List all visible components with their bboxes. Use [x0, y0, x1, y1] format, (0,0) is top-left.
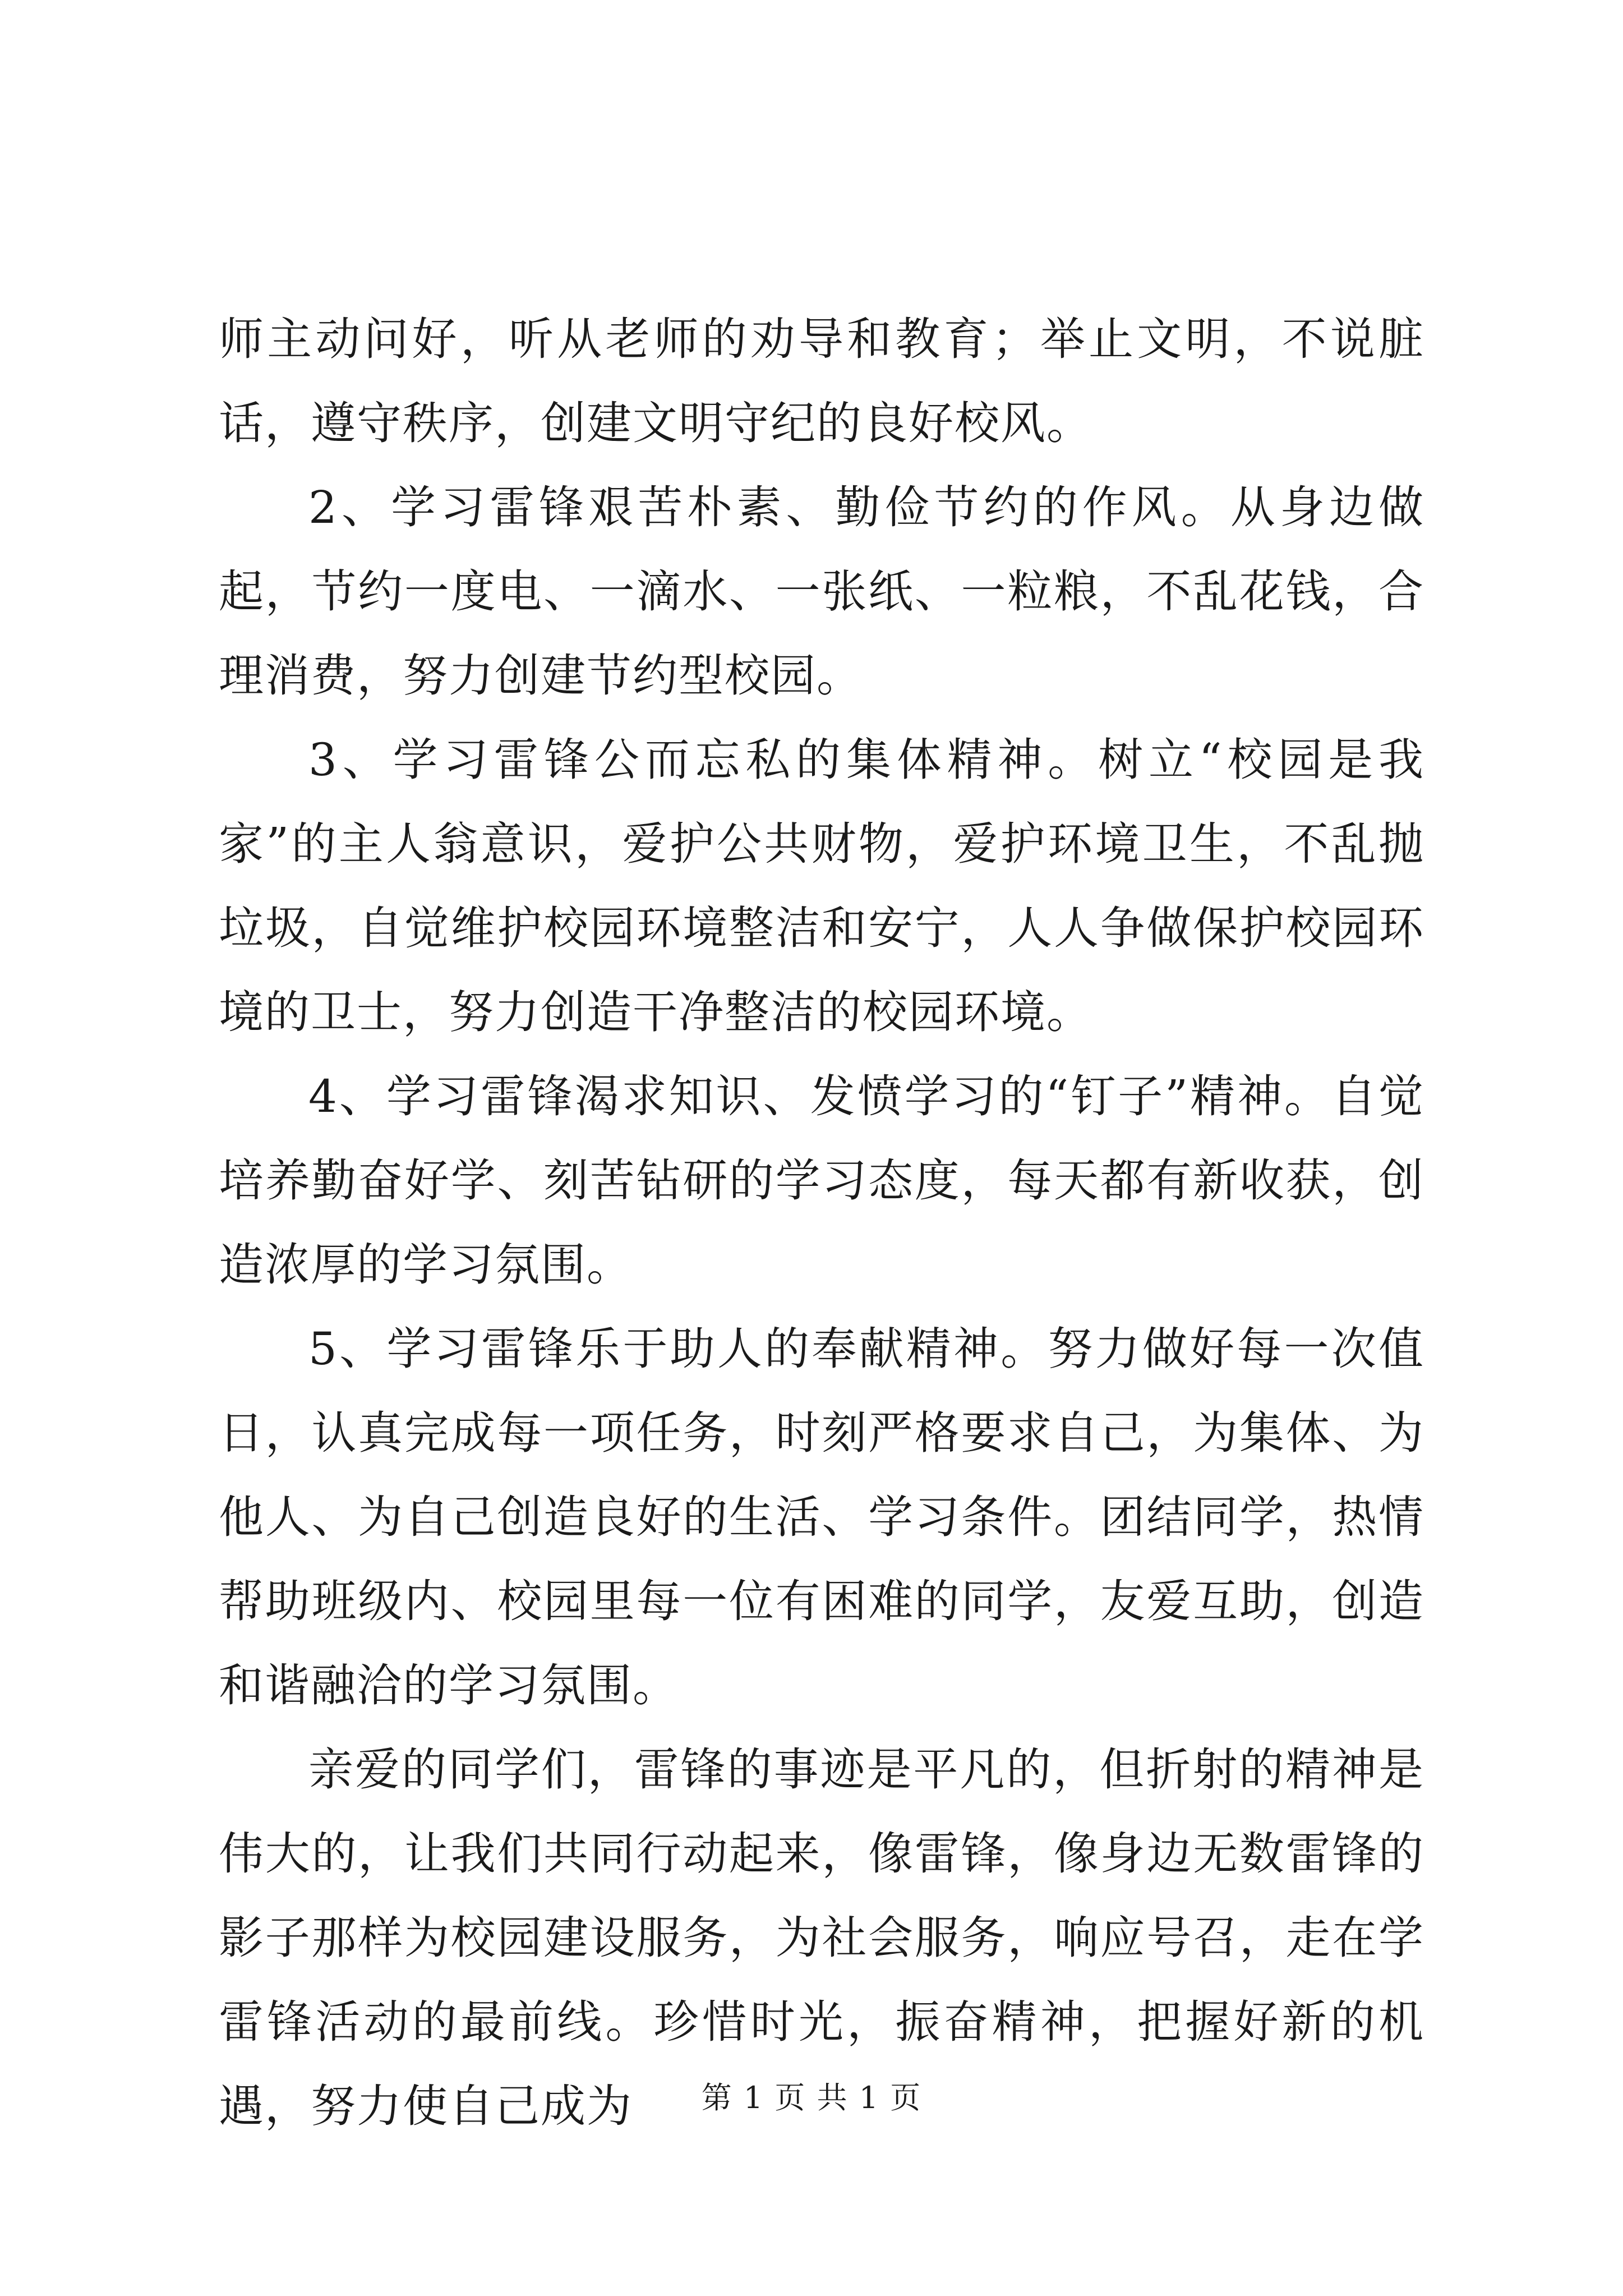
- paragraph-closing: 亲爱的同学们，雷锋的事迹是平凡的，但折射的精神是伟大的，让我们共同行动起来，像雷锋，像身边无数雷锋的影子那样为校园建设服务，为社会服务，响应号召，走在学雷锋活动的最前线。珍惜时光，振奋精神，把握好新的机遇，努力使自己成为: [219, 1743, 1424, 2132]
- document-body: [219, 297, 1424, 2148]
- page-number-label: 第 1 页 共 1 页: [701, 2080, 922, 2115]
- paragraph-item-5: 5、学习雷锋乐于助人的奉献精神。努力做好每一次值日，认真完成每一项任务，时刻严格要求自己，为集体、为他人、为自己创造良好的生活、学习条件。团结同学，热情帮助班级内、校园里每一位有困难的同学，友爱互助，创造和谐融洽的学习氛围。: [219, 1323, 1424, 1711]
- paragraph-item-3: 3、学习雷锋公而忘私的集体精神。树立“校园是我家”的主人翁意识，爱护公共财物，爱护环境卫生，不乱抛垃圾，自觉维护校园环境整洁和安宁，人人争做保护校园环境的卫士，努力创造干净整洁的校园环境。: [219, 734, 1424, 1038]
- paragraph-item-2: 2、学习雷锋艰苦朴素、勤俭节约的作风。从身边做起，节约一度电、一滴水、一张纸、一粒粮，不乱花钱，合理消费，努力创建节约型校园。: [219, 481, 1424, 702]
- paragraph-continuation: 师主动问好，听从老师的劝导和教育；举止文明，不说脏话，遵守秩序，创建文明守纪的良好校风。: [219, 313, 1424, 449]
- paragraph-item-4: 4、学习雷锋渴求知识、发愤学习的“钉子”精神。自觉培养勤奋好学、刻苦钻研的学习态度，每天都有新收获，创造浓厚的学习氛围。: [219, 1070, 1424, 1291]
- page-footer: [0, 2076, 1623, 2120]
